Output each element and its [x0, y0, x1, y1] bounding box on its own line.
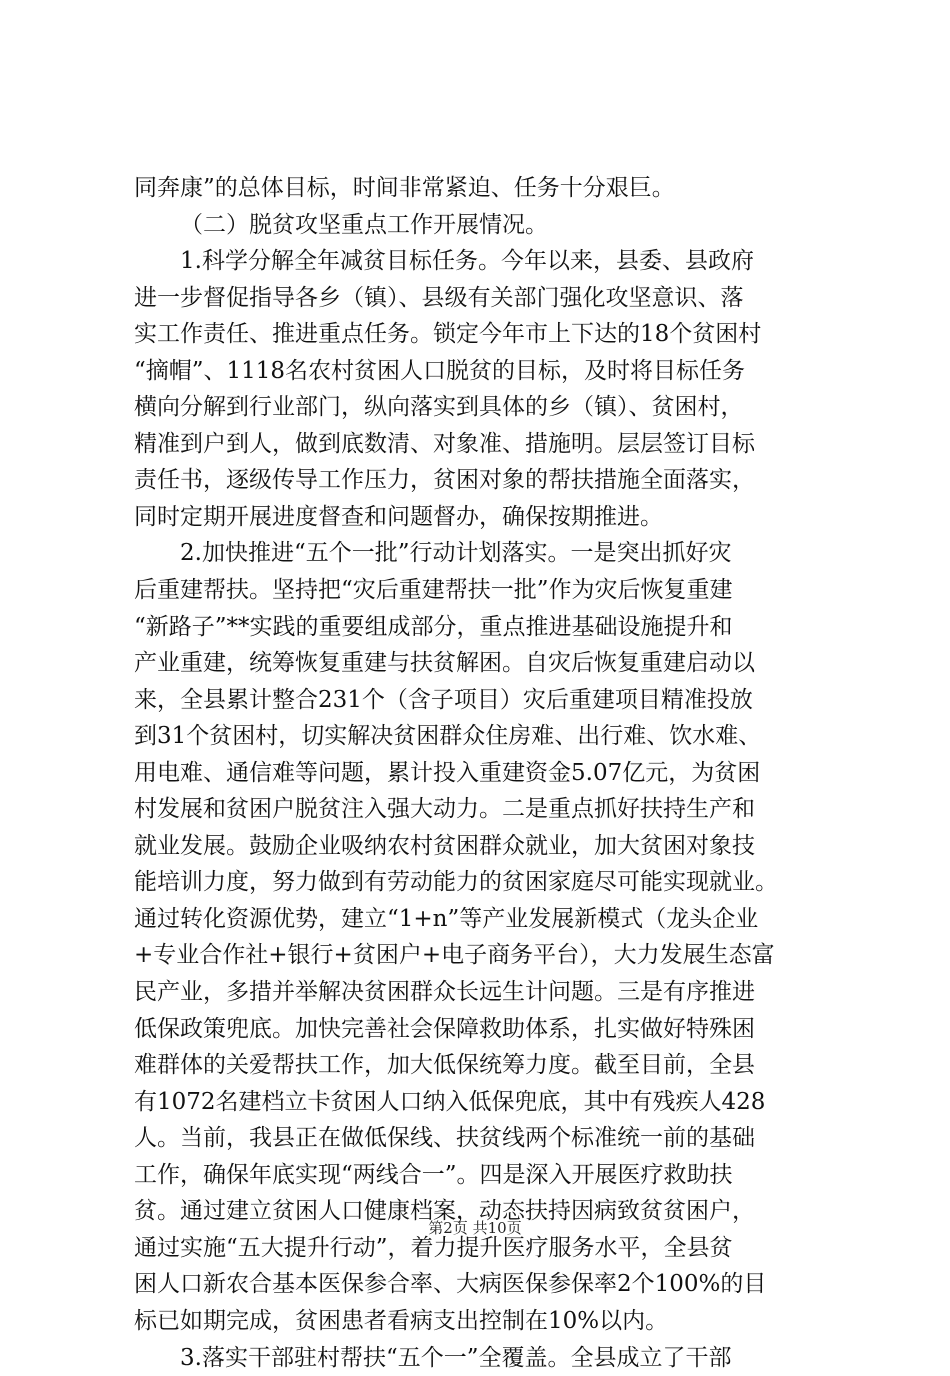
text-line: 通过实施“五大提升行动”，着力提升医疗服务水平，全县贫	[134, 1230, 834, 1267]
text-line: 3.落实干部驻村帮扶“五个一”全覆盖。全县成立了干部	[134, 1340, 834, 1376]
text-line: 困人口新农合基本医保参合率、大病医保参保率2个100%的目	[134, 1266, 834, 1303]
text-line: 进一步督促指导各乡（镇）、县级有关部门强化攻坚意识、落	[134, 280, 834, 317]
text-line: 通过转化资源优势，建立“1+n”等产业发展新模式（龙头企业	[134, 901, 834, 938]
text-line: 横向分解到行业部门，纵向落实到具体的乡（镇）、贫困村，	[134, 389, 834, 426]
page-footer: 第2页 共10页	[0, 1218, 950, 1238]
text-line: 产业重建，统筹恢复重建与扶贫解困。自灾后恢复重建启动以	[134, 645, 834, 682]
document-body	[134, 170, 834, 1376]
text-line: 来，全县累计整合231个（含子项目）灾后重建项目精准投放	[134, 682, 834, 719]
text-line: 能培训力度，努力做到有劳动能力的贫困家庭尽可能实现就业。	[134, 864, 834, 901]
text-line: 标已如期完成，贫困患者看病支出控制在10%以内。	[134, 1303, 834, 1340]
text-line: 后重建帮扶。坚持把“灾后重建帮扶一批”作为灾后恢复重建	[134, 572, 834, 609]
text-line: 责任书，逐级传导工作压力，贫困对象的帮扶措施全面落实，	[134, 462, 834, 499]
text-line: +专业合作社+银行+贫困户+电子商务平台），大力发展生态富	[134, 937, 834, 974]
text-line: 1.科学分解全年减贫目标任务。今年以来，县委、县政府	[134, 243, 834, 280]
text-line: 就业发展。鼓励企业吸纳农村贫困群众就业，加大贫困对象技	[134, 828, 834, 865]
text-line: 人。当前，我县正在做低保线、扶贫线两个标准统一前的基础	[134, 1120, 834, 1157]
text-line: （二）脱贫攻坚重点工作开展情况。	[134, 207, 834, 244]
text-line: 实工作责任、推进重点任务。锁定今年市上下达的18个贫困村	[134, 316, 834, 353]
text-line: 难群体的关爱帮扶工作，加大低保统筹力度。截至目前，全县	[134, 1047, 834, 1084]
text-line: “摘帽”、1118名农村贫困人口脱贫的目标，及时将目标任务	[134, 353, 834, 390]
text-line: 低保政策兜底。加快完善社会保障救助体系，扎实做好特殊困	[134, 1011, 834, 1048]
text-line: 到31个贫困村，切实解决贫困群众住房难、出行难、饮水难、	[134, 718, 834, 755]
text-line: 精准到户到人，做到底数清、对象准、措施明。层层签订目标	[134, 426, 834, 463]
text-line: 用电难、通信难等问题，累计投入重建资金5.07亿元，为贫困	[134, 755, 834, 792]
text-line: 贫。通过建立贫困人口健康档案，动态扶持因病致贫贫困户，	[134, 1193, 834, 1230]
text-line: 村发展和贫困户脱贫注入强大动力。二是重点抓好扶持生产和	[134, 791, 834, 828]
text-line: 工作，确保年底实现“两线合一”。四是深入开展医疗救助扶	[134, 1157, 834, 1194]
text-line: 有1072名建档立卡贫困人口纳入低保兜底，其中有残疾人428	[134, 1084, 834, 1121]
text-line: 2.加快推进“五个一批”行动计划落实。一是突出抓好灾	[134, 535, 834, 572]
text-line: 同时定期开展进度督查和问题督办，确保按期推进。	[134, 499, 834, 536]
text-line: 同奔康”的总体目标，时间非常紧迫、任务十分艰巨。	[134, 170, 834, 207]
text-line: 民产业，多措并举解决贫困群众长远生计问题。三是有序推进	[134, 974, 834, 1011]
text-line: “新路子”**实践的重要组成部分，重点推进基础设施提升和	[134, 609, 834, 646]
